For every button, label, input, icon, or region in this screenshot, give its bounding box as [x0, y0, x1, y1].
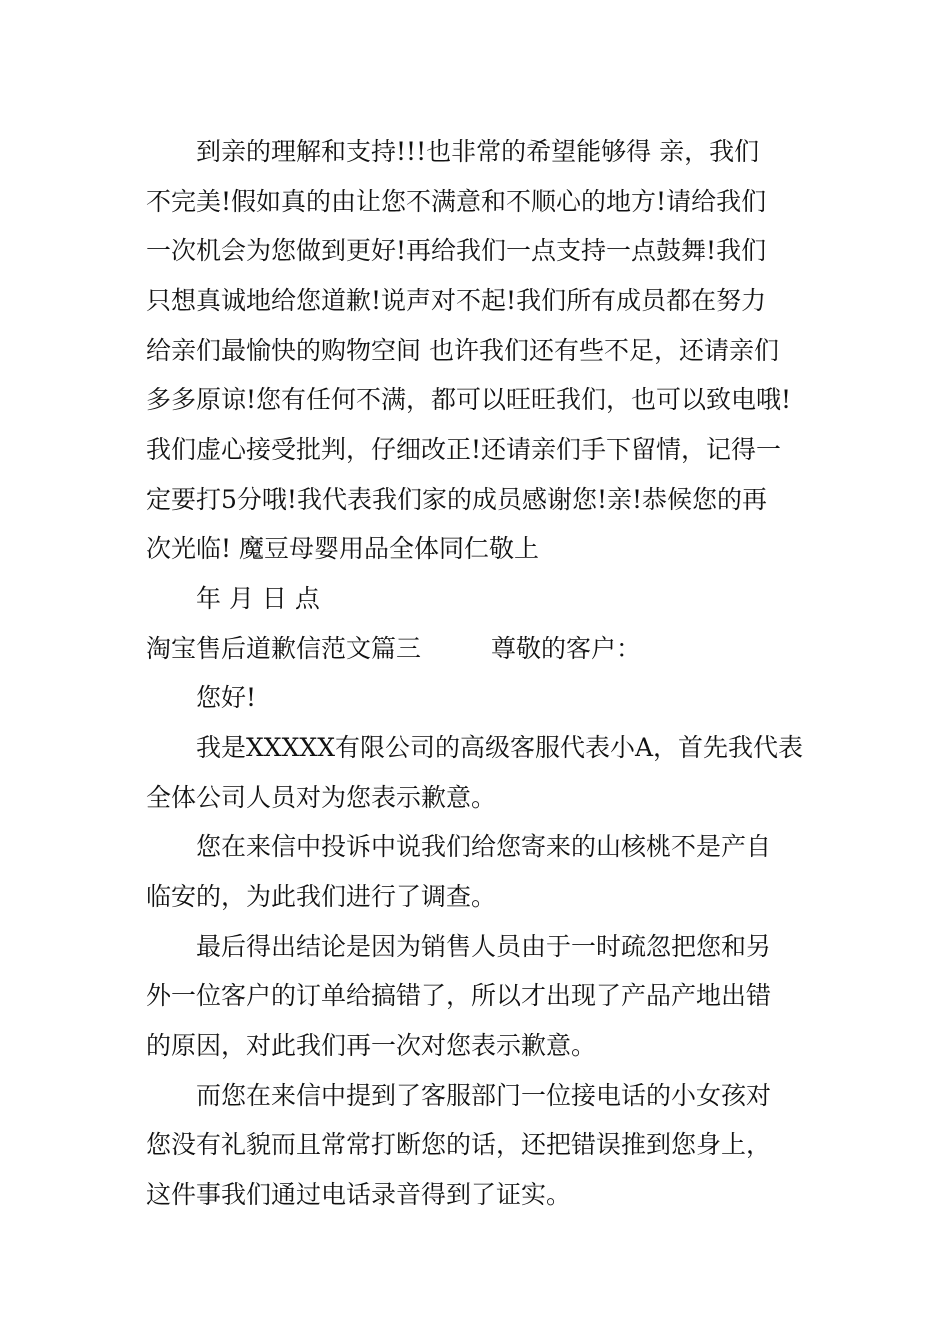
- body-line: 不完美!假如真的由让您不满意和不顺心的地方!请给我们: [146, 187, 767, 216]
- body-line: 到亲的理解和支持!!!也非常的希望能够得 亲，我们: [196, 137, 760, 166]
- body-line: 全体公司人员对为您表示歉意。: [146, 783, 497, 812]
- greeting-line: 您好!: [196, 683, 257, 712]
- body-line: 我们虚心接受批判，仔细改正!还请亲们手下留情，记得一: [146, 435, 782, 464]
- body-line: 而您在来信中提到了客服部门一位接电话的小女孩对: [196, 1081, 772, 1110]
- date-line: 年 月 日 点: [196, 584, 320, 613]
- body-line: 多多原谅!您有任何不满，都可以旺旺我们，也可以致电哦!: [146, 385, 792, 414]
- body-line: 的原因，对此我们再一次对您表示歉意。: [146, 1031, 597, 1060]
- body-line: 这件事我们通过电话录音得到了证实。: [146, 1180, 572, 1209]
- section-heading: [146, 633, 641, 665]
- body-line: 我是XXXXX有限公司的高级客服代表小A，首先我代表: [196, 733, 804, 762]
- body-line: 只想真诚地给您道歉!说声对不起!我们所有成员都在努力: [146, 286, 767, 315]
- section-title: 淘宝售后道歉信范文篇三: [146, 634, 422, 663]
- body-line: 您在来信中投诉中说我们给您寄来的山核桃不是产自: [196, 832, 772, 861]
- body-line: 最后得出结论是因为销售人员由于一时疏忽把您和另: [196, 932, 772, 961]
- salutation: 尊敬的客户：: [491, 634, 642, 663]
- body-line: 一次机会为您做到更好!再给我们一点支持一点鼓舞!我们: [146, 236, 767, 265]
- signature-line: 次光临! 魔豆母婴用品全体同仁敬上: [146, 534, 539, 563]
- body-line: 您没有礼貌而且常常打断您的话，还把错误推到您身上，: [146, 1130, 772, 1159]
- body-line: 定要打5分哦!我代表我们家的成员感谢您!亲!恭候您的再: [146, 485, 768, 514]
- body-line: 临安的，为此我们进行了调查。: [146, 882, 497, 911]
- body-line: 给亲们最愉快的购物空间 也许我们还有些不足，还请亲们: [146, 336, 779, 365]
- body-line: 外一位客户的订单给搞错了，所以才出现了产品产地出错: [146, 981, 772, 1010]
